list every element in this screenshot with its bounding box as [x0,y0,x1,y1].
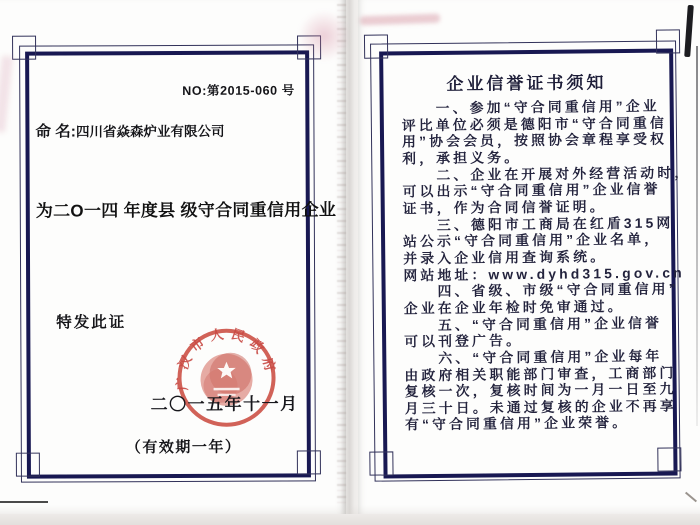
notice-line: 评比单位必须是德阳市“守合同重信 [401,115,668,133]
issue-statement: 特发此证 [56,314,127,332]
notice-body [401,98,692,434]
certificate-right-page [358,0,700,514]
notice-line: 一、参加“守合同重信用”企业 [435,98,660,116]
binding-texture [337,4,346,504]
validity-note: （有效期一年） [125,438,242,457]
notice-line: 由政府相关职能部门审查，工商部门 [404,364,677,383]
notice-line: 二、企业在开展对外经营活动时， [436,164,692,183]
notice-line: 三、德阳市工商局在红盾315网 [436,215,674,233]
left-corner-square [297,35,321,59]
notice-title: 企业信誉证书须知 [446,73,607,94]
left-corner-square [12,36,36,60]
government-seal [166,318,287,439]
right-corner-square [657,447,681,471]
notice-line: 月三十日。未通过复核的企业不再享 [404,398,677,417]
notice-line: 可以刊登广告。 [404,333,524,350]
right-corner-square [364,34,388,58]
notice-line: 五、“守合同重信用”企业信誉 [437,315,663,333]
certificate-left-page [0,0,346,514]
issue-date: 二〇一五年十一月 [150,394,299,415]
seal-text: 广汉市人民政府 [174,325,280,392]
right-corner-square [656,29,680,53]
left-corner-square [16,453,40,477]
notice-line: 六、“守合同重信用”企业每年 [438,348,663,366]
award-statement: 为二O一四 年度县 级守合同重信用企业 [35,200,337,221]
notice-line: 可以出示“守合同重信用”企业信誉 [402,181,661,200]
notice-line: 四、省级、市级“守合同重信用” [437,281,679,300]
notice-line: 站公示“守合同重信用”企业名单， [403,231,662,250]
notice-line: 企业在企业年检时免审通过。 [403,298,625,317]
notice-line: 证书，作为合同信誉证明。 [402,199,607,217]
serial-number: NO:第2015-060 号 [182,83,295,98]
notice-line: 复核一次，复核时间为一月一日至九 [404,381,677,400]
notice-line: 利，承担义务。 [402,150,522,167]
awarded-name-row [35,119,224,142]
name-label: 命 名: [35,123,76,141]
left-corner-square [297,450,321,474]
company-name: 四川省焱森炉业有限公司 [75,123,225,140]
right-corner-square [369,451,393,475]
notice-line: 网站地址：www.dyhd315.gov.cn [403,264,685,283]
notice-line: 用”协会会员，按照协会章程享受权 [401,131,668,150]
notice-line: 有“守合同重信用”企业荣誉。 [404,415,630,433]
notice-line: 并录入企业信用查询系统。 [403,249,608,267]
